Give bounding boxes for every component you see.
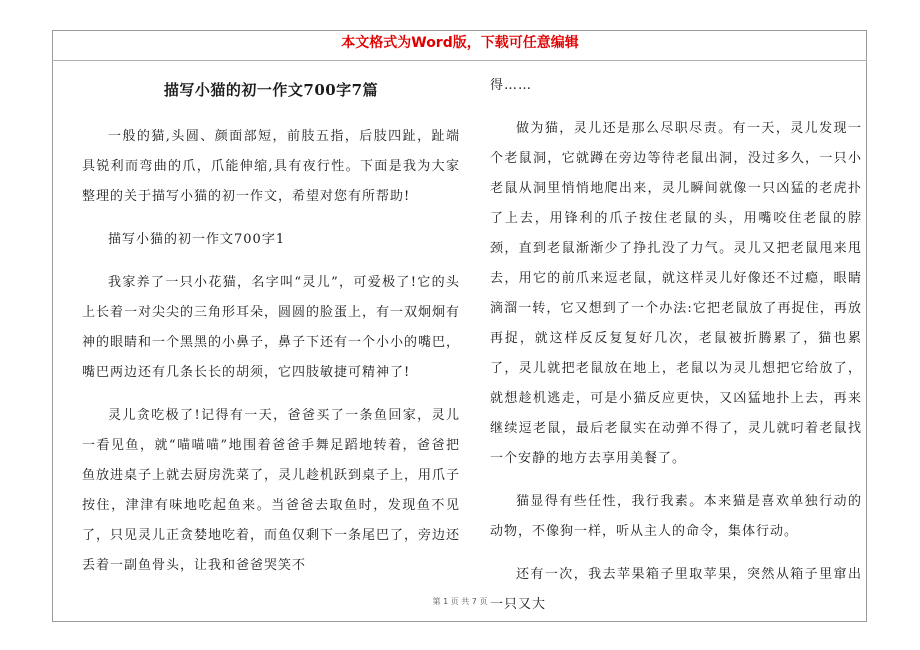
body-paragraph: 做为猫，灵儿还是那么尽职尽责。有一天，灵儿发现一个老鼠洞，它就蹲在旁边等待老鼠出洞，没过多久，一只小老鼠从洞里悄悄地爬出来，灵儿瞬间就像一只凶猛的老虎扑了上去，用锋利的爪子按住老鼠的头，用嘴咬住老鼠的脖颈，直到老鼠渐渐少了挣扎没了力气。灵儿又把老鼠甩来甩去，用它的前爪来逗老鼠，就这样灵儿好像还不过瘾，眼睛滴溜一转，它又想到了一个办法:它把老鼠放了再捉住，再放再捉，就这样反反复复好几次，老鼠被折腾累了，猫也累了，灵儿就把老鼠放在地上，老鼠以为灵儿想把它给放了，就想趁机逃走，可是小猫反应更快，又凶猛地扑上去，再来继续逗老鼠，最后老鼠实在动弹不得了，灵儿就叼着老鼠找一个安静的地方去享用美餐了。 [490,121,862,466]
body-paragraph: 灵儿贪吃极了!记得有一天，爸爸买了一条鱼回家，灵儿一看见鱼，就“喵喵喵”地围着爸爸手舞足蹈地转着，爸爸把鱼放进桌子上就去厨房洗菜了，灵儿趁机跃到桌子上，用爪子按住，津津有味地吃起鱼来。当爸爸去取鱼时，发现鱼不见了，只见灵儿正贪婪地吃着，而鱼仅剩下一条尾巴了，旁边还丢着一副鱼骨头，让我和爸爸哭笑不 [82,408,461,573]
right-column [490,71,862,633]
document-title: 描写小猫的初一作文700字7篇 [163,81,379,99]
intro-paragraph: 一般的猫,头圆、颜面部短，前肢五指，后肢四趾，趾端具锐利而弯曲的爪，爪能伸缩,具有夜行性。下面是我为大家整理的关于描写小猫的初一作文，希望对您有所帮助! [82,129,460,204]
body-paragraph: 猫显得有些任性，我行我素。本来猫是喜欢单独行动的动物，不像狗一样，听从主人的命令，集体行动。 [490,494,862,539]
body-paragraph: 还有一次，我去苹果箱子里取苹果，突然从箱子里窜出一只又大 [490,567,862,612]
section-heading: 描写小猫的初一作文700字1 [108,232,286,247]
page-number: 第 1 页 共 7 页 [432,597,488,606]
header-divider [52,60,867,61]
body-paragraph: 我家养了一只小花猫，名字叫“灵儿”，可爱极了!它的头上长着一对尖尖的三角形耳朵，圆圆的脸蛋上，有一双炯炯有神的眼睛和一个黑黑的小鼻子，鼻子下还有一个小小的嘴巴，嘴巴两边还有几条长长的胡须，它四肢敏捷可精神了! [82,275,461,380]
format-banner: 本文格式为Word版，下载可任意编辑 [341,35,579,51]
left-column [82,72,460,594]
continued-text: 得…… [490,78,533,93]
